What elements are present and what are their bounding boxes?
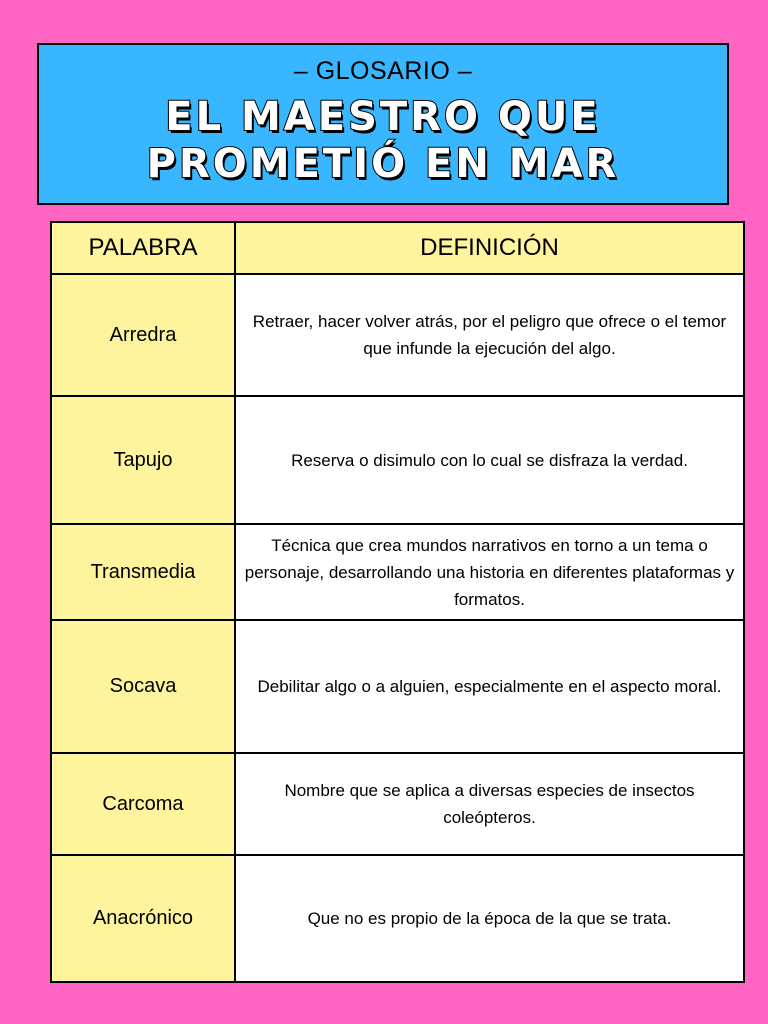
glossary-definition: Nombre que se aplica a diversas especies de insectos coleópteros. xyxy=(235,753,744,855)
page-title-line-2: PROMETIÓ EN MAR xyxy=(146,141,620,187)
page-title xyxy=(39,94,727,188)
column-header-word: PALABRA xyxy=(51,222,235,274)
glossary-definition: Técnica que crea mundos narrativos en torno a un tema o personaje, desarrollando una historia en diferentes plataformas y formatos. xyxy=(235,524,744,620)
glossary-word: Tapujo xyxy=(51,396,235,524)
glossary-kicker: – GLOSARIO – xyxy=(293,57,473,85)
glossary-table xyxy=(50,221,745,983)
glossary-word: Carcoma xyxy=(51,753,235,855)
glossary-word: Anacrónico xyxy=(51,855,235,982)
table-row xyxy=(51,855,744,982)
glossary-definition: Retraer, hacer volver atrás, por el peligro que ofrece o el temor que infunde la ejecución del algo. xyxy=(235,274,744,396)
column-header-definition: DEFINICIÓN xyxy=(235,222,744,274)
table-row xyxy=(51,620,744,753)
glossary-definition: Que no es propio de la época de la que se trata. xyxy=(235,855,744,982)
glossary-definition: Reserva o disimulo con lo cual se disfraza la verdad. xyxy=(235,396,744,524)
title-banner xyxy=(37,43,729,205)
glossary-word: Arredra xyxy=(51,274,235,396)
glossary-header-row xyxy=(51,222,744,274)
glossary-word: Transmedia xyxy=(51,524,235,620)
table-row xyxy=(51,524,744,620)
page-title-line-1: EL MAESTRO QUE xyxy=(165,94,601,140)
table-row xyxy=(51,753,744,855)
glossary-word: Socava xyxy=(51,620,235,753)
glossary-definition: Debilitar algo o a alguien, especialmente en el aspecto moral. xyxy=(235,620,744,753)
table-row xyxy=(51,396,744,524)
table-row xyxy=(51,274,744,396)
